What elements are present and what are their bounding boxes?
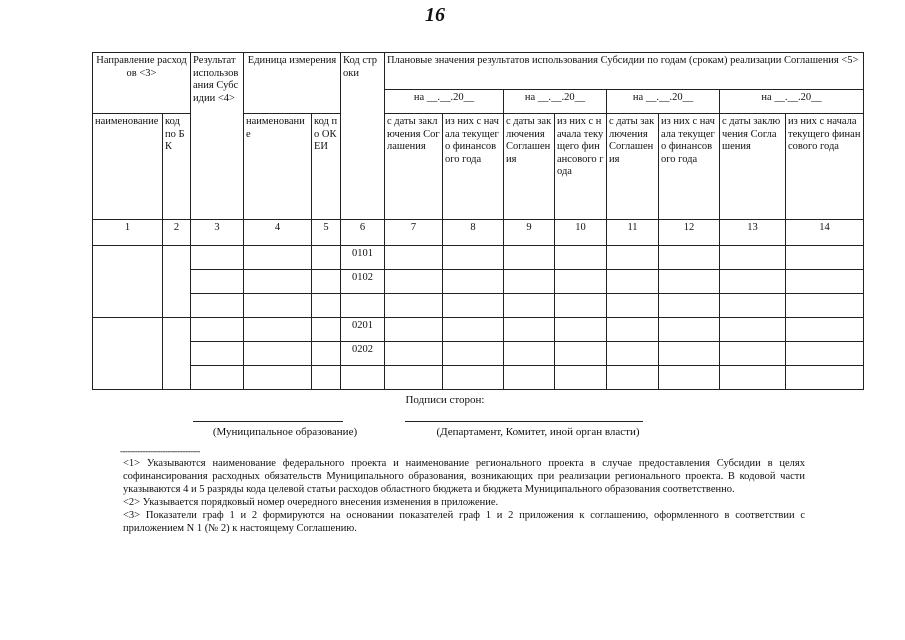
value-cell [786, 270, 864, 294]
bk-code-cell [163, 318, 191, 390]
footnotes [123, 458, 805, 536]
footnote-separator: -------------------------------- [120, 446, 200, 456]
value-cell [555, 294, 607, 318]
column-number: 12 [659, 220, 720, 246]
header-name: наименование [93, 114, 163, 220]
column-number: 14 [786, 220, 864, 246]
okei-cell [312, 366, 341, 390]
header-of-which-2: из них с начала текущего финансового года [555, 114, 607, 220]
result-cell [191, 270, 244, 294]
value-cell [720, 342, 786, 366]
column-number: 7 [385, 220, 443, 246]
value-cell [443, 270, 504, 294]
column-number: 13 [720, 220, 786, 246]
results-table [92, 52, 864, 390]
value-cell [385, 318, 443, 342]
value-cell [720, 366, 786, 390]
header-from-date-4: с даты заключения Соглашения [720, 114, 786, 220]
value-cell [504, 342, 555, 366]
value-cell [659, 366, 720, 390]
result-cell [191, 294, 244, 318]
table-row [93, 294, 864, 318]
value-cell [555, 246, 607, 270]
value-cell [443, 342, 504, 366]
value-cell [555, 270, 607, 294]
column-number: 10 [555, 220, 607, 246]
header-of-which-1: из них с начала текущего финансового года [443, 114, 504, 220]
left-signature-line [193, 421, 343, 422]
value-cell [385, 342, 443, 366]
header-of-which-3: из них с начала текущего финансового года [659, 114, 720, 220]
value-cell [504, 270, 555, 294]
value-cell [786, 342, 864, 366]
value-cell [659, 270, 720, 294]
page-number: 16 [425, 4, 445, 26]
header-from-date-2: с даты заключения Соглашения [504, 114, 555, 220]
result-cell [191, 366, 244, 390]
value-cell [504, 318, 555, 342]
header-row-code: Код строки [341, 53, 385, 220]
value-cell [786, 318, 864, 342]
row-code-cell [341, 366, 385, 390]
column-number: 4 [244, 220, 312, 246]
value-cell [659, 342, 720, 366]
value-cell [659, 294, 720, 318]
header-from-date-3: с даты заключения Соглашения [607, 114, 659, 220]
value-cell [385, 270, 443, 294]
value-cell [607, 270, 659, 294]
header-unit-name: наименование [244, 114, 312, 220]
column-number: 6 [341, 220, 385, 246]
value-cell [659, 318, 720, 342]
row-code-cell: 0201 [341, 318, 385, 342]
column-number: 9 [504, 220, 555, 246]
value-cell [607, 294, 659, 318]
value-cell [720, 294, 786, 318]
unit-name-cell [244, 270, 312, 294]
column-number: 3 [191, 220, 244, 246]
okei-cell [312, 318, 341, 342]
value-cell [385, 366, 443, 390]
header-period-2: на __.__.20__ [504, 90, 607, 114]
value-cell [443, 366, 504, 390]
header-period-1: на __.__.20__ [385, 90, 504, 114]
value-cell [555, 366, 607, 390]
value-cell [607, 318, 659, 342]
header-okei-code: код по ОКЕИ [312, 114, 341, 220]
value-cell [720, 318, 786, 342]
left-signature-label: (Муниципальное образование) [212, 426, 358, 438]
table-row [93, 246, 864, 270]
result-cell [191, 318, 244, 342]
value-cell [385, 246, 443, 270]
unit-name-cell [244, 318, 312, 342]
row-code-cell [341, 294, 385, 318]
okei-cell [312, 270, 341, 294]
footnote-3: <3> Показатели граф 1 и 2 формируются на основании показателей граф 1 и 2 приложения к соглашению, оформленного в соответствии с приложением N 1 (№ 2) к настоящему Соглашению. [123, 510, 805, 534]
bk-code-cell [163, 246, 191, 318]
value-cell [607, 342, 659, 366]
value-cell [720, 246, 786, 270]
direction-name-cell [93, 246, 163, 318]
result-cell [191, 342, 244, 366]
unit-name-cell [244, 342, 312, 366]
okei-cell [312, 294, 341, 318]
row-code-cell: 0102 [341, 270, 385, 294]
value-cell [786, 294, 864, 318]
value-cell [443, 246, 504, 270]
column-number: 11 [607, 220, 659, 246]
value-cell [607, 246, 659, 270]
header-of-which-4: из них с начала текущего финансового года [786, 114, 864, 220]
column-number: 8 [443, 220, 504, 246]
right-signature-line [405, 421, 643, 422]
value-cell [786, 246, 864, 270]
unit-name-cell [244, 366, 312, 390]
value-cell [555, 342, 607, 366]
value-cell [504, 246, 555, 270]
footnote-2: <2> Указывается порядковый номер очередного внесения изменения в приложение. [123, 497, 499, 509]
column-number-row [93, 220, 864, 246]
header-period-4: на __.__.20__ [720, 90, 864, 114]
row-code-cell: 0202 [341, 342, 385, 366]
value-cell [504, 366, 555, 390]
value-cell [786, 366, 864, 390]
value-cell [385, 294, 443, 318]
header-bk-code: код по БК [163, 114, 191, 220]
table-row [93, 366, 864, 390]
header-result: Результат использования Субсидии <4> [191, 53, 244, 220]
table-row [93, 342, 864, 366]
result-cell [191, 246, 244, 270]
signatures-title: Подписи сторон: [405, 394, 485, 406]
header-planned-values: Плановые значения результатов использования Субсидии по годам (срокам) реализации Соглашения <5> [385, 53, 864, 90]
column-number: 5 [312, 220, 341, 246]
header-from-date-1: с даты заключения Соглашения [385, 114, 443, 220]
table-row [93, 270, 864, 294]
value-cell [555, 318, 607, 342]
column-number: 1 [93, 220, 163, 246]
row-code-cell: 0101 [341, 246, 385, 270]
okei-cell [312, 246, 341, 270]
value-cell [720, 270, 786, 294]
value-cell [504, 294, 555, 318]
column-number: 2 [163, 220, 191, 246]
header-period-3: на __.__.20__ [607, 90, 720, 114]
unit-name-cell [244, 246, 312, 270]
value-cell [607, 366, 659, 390]
header-unit: Единица измерения [244, 53, 341, 114]
footnote-1: <1> Указываются наименование федерального проекта и наименование регионального проекта в случае предоставления Субсидии в целях софинансирования расходных обязательств Муниципального образования, возникающих при реализации регионального проекта. В кодовой части указываются 4 и 5 разряды кода целевой статьи расходов областного бюджета и бюджета Муниципального образования соответственно. [123, 458, 805, 495]
direction-name-cell [93, 318, 163, 390]
okei-cell [312, 342, 341, 366]
table-row [93, 318, 864, 342]
value-cell [659, 246, 720, 270]
right-signature-label: (Департамент, Комитет, иной орган власти) [436, 426, 640, 438]
value-cell [443, 294, 504, 318]
value-cell [443, 318, 504, 342]
header-direction: Направление расходов <3> [93, 53, 191, 114]
unit-name-cell [244, 294, 312, 318]
